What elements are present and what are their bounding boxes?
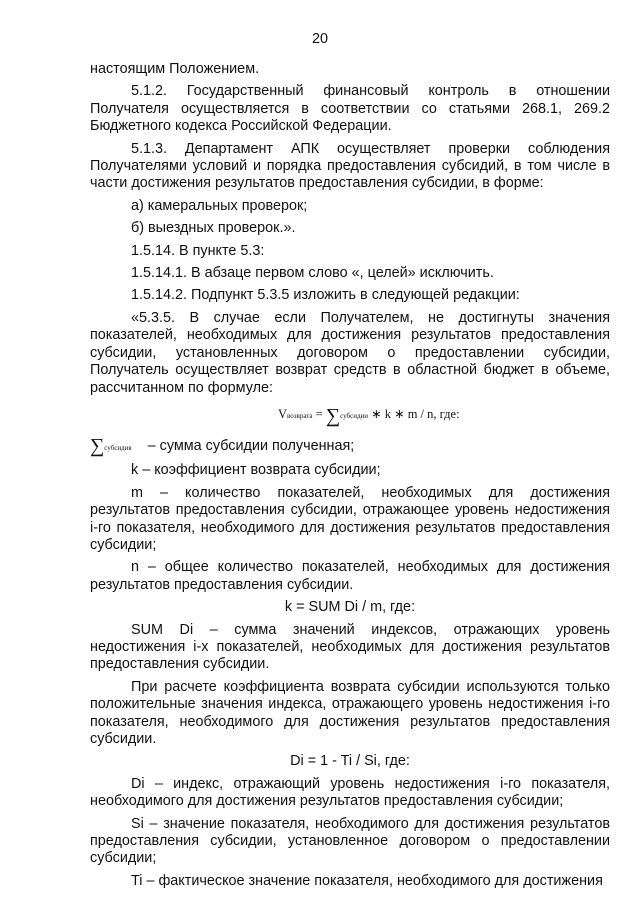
page-number: 20 [311,31,328,47]
sum-definition [90,434,610,457]
definition: n – общее количество показателей, необходимых для достижения результатов предоставления субсидии. [90,559,610,593]
paragraph: 1.5.14.1. В абзаце первом слово «, целей» исключить. [131,265,494,282]
formula-sigma: ∑ [325,404,341,427]
formula-sigma-subscript: субсидии [340,411,369,420]
definition: m – количество показателей, необходимых для достижения результатов предоставления субсидии, отражающее уровень недостижения i-го показателя, необходимого для достижения результатов предоставления субсидии; [90,484,610,553]
formula-v-rest: ∗ k ∗ m / n, где: [368,406,460,421]
definition: k – коэффициент возврата субсидии; [131,462,381,479]
paragraph: настоящим Положением. [90,61,260,77]
definition: При расчете коэффициента возврата субсидии используются только положительные значения индекса, отражающего уровень недостижения i-го показателя, необходимого для достижения результатов предоставления субсидии. [90,678,610,747]
formula-v-expression [278,406,460,425]
sum-sigma-subscript: субсидия [104,443,132,452]
formula-d: Di = 1 - Ti / Si, где: [290,753,410,770]
definition: Di – индекс, отражающий уровень недостижения i-го показателя, необходимого для достижения результатов предоставления субсидии; [90,775,610,810]
formula-v-equals: = [312,406,326,421]
sum-definition-text: – сумма субсидии полученная; [147,437,355,454]
paragraph: 1.5.14. В пункте 5.3: [131,242,265,259]
definition: Si – значение показателя, необходимого для достижения результатов предоставления субсидии, установленное договором о предоставлении субсидии; [90,815,610,867]
document-body [90,61,610,895]
paragraph: а) камеральных проверок; [131,197,308,214]
formula-k: k = SUM Di / m, где: [284,599,416,616]
formula-v-subscript: возврата [287,411,313,420]
definition: Ti – фактическое значение показателя, необходимого для достижения [131,872,603,889]
definition: SUM Di – сумма значений индексов, отражающих уровень недостижения i-х показателей, необходимых для достижения результатов предоставления субсидии. [90,621,610,673]
formula-v-return [90,402,610,434]
paragraph: б) выездных проверок.». [131,220,296,237]
paragraph: 5.1.3. Департамент АПК осуществляет проверки соблюдения Получателями условий и порядка предоставления субсидий, в том числе в части достижения результатов предоставления субсидии, в форме: [90,140,610,192]
formula-v-symbol: V [278,406,288,421]
paragraph: 5.1.2. Государственный финансовый контроль в отношении Получателя осуществляется в соответствии со статьями 268.1, 269.2 Бюджетного кодекса Российской Федерации. [90,83,610,135]
sum-sigma: ∑ [90,434,105,457]
paragraph: «5.3.5. В случае если Получателем, не достигнуты значения показателей, необходимых для достижения результатов предоставления субсидии, установленных договором о предоставлении субсидии, Получатель осуществляет возврат средств в областной бюджет в объеме, рассчитанном по формуле: [90,309,610,396]
paragraph: 1.5.14.2. Подпункт 5.3.5 изложить в следующей редакции: [131,287,520,304]
